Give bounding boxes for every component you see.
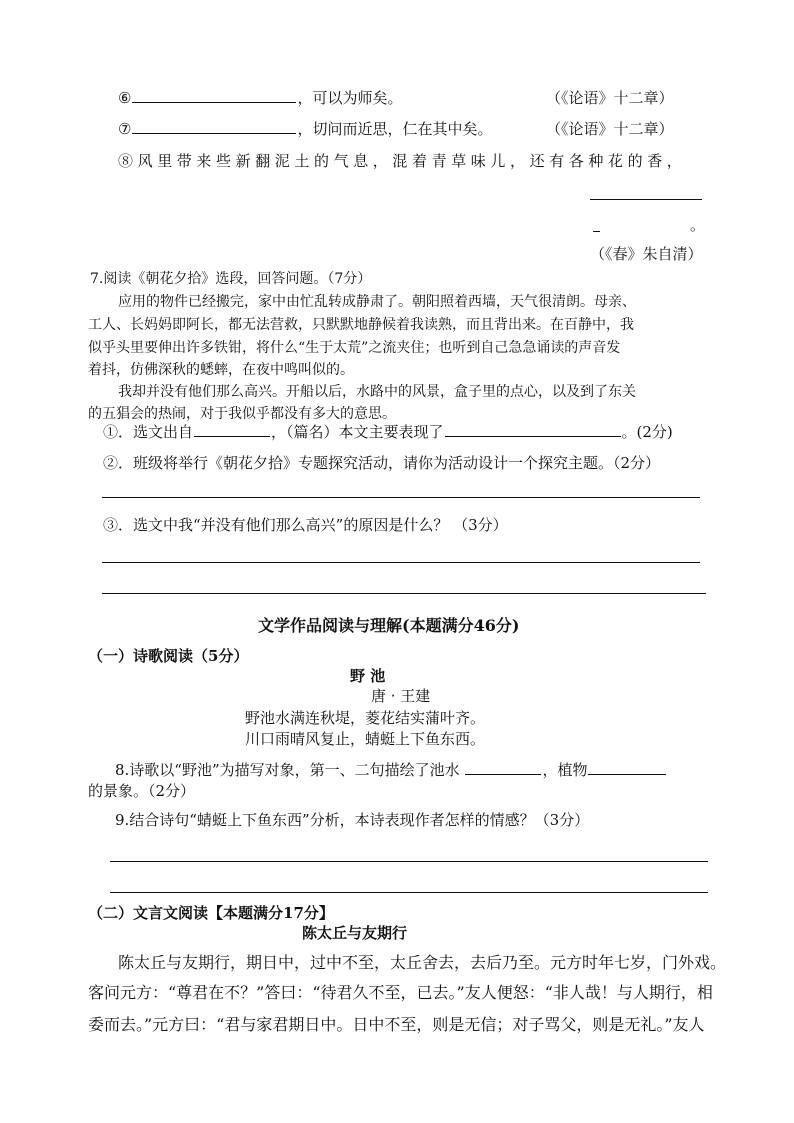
passage-line: 似乎头里要伸出许多铁钳，将什么“生于太荒”之流夹住；也听到自己急急诵读的声音发: [88, 340, 621, 356]
classical-line: 客问元方：“尊君在不？”答曰：“待君久不至，已去。”友人便怒：“非人哉！与人期行，相: [88, 983, 713, 1002]
item-text: 风里带来些新翻泥土的气息，混着青草味儿，还有各种花的香，: [137, 152, 687, 170]
sub-text: 。(2分): [621, 423, 673, 441]
sub-text: ①．选文出自: [103, 423, 194, 441]
poem-author: 唐 · 王建: [371, 687, 431, 705]
classical-subheading: （二）文言文阅读【本题满分17分】: [88, 904, 334, 922]
answer-blank[interactable]: [194, 435, 270, 437]
poem-line: 野池水满连秋堤，菱花结实蒲叶齐。: [245, 709, 486, 727]
item-text: ，切问而近思，仁在其中矣。: [297, 120, 493, 138]
answer-line[interactable]: [110, 892, 708, 893]
q7-title: 7.阅读《朝花夕拾》选段，回答问题。（7分）: [90, 271, 372, 287]
q8: [115, 759, 667, 780]
q8-text: ，植物: [542, 761, 588, 779]
source-citation: （《论语》十二章）: [546, 89, 674, 107]
answer-blank[interactable]: [588, 773, 666, 775]
answer-blank[interactable]: [132, 132, 296, 134]
item-text: ，可以为师矣。: [297, 89, 403, 107]
q7-sub3: ③．选文中我“并没有他们那么高兴”的原因是什么？ （3分）: [103, 516, 508, 534]
source-citation: （《春》朱自清）: [590, 245, 703, 263]
q8-text: 8.诗歌以“野池”为描写对象，第一、二句描绘了池水: [115, 761, 460, 779]
source-citation: （《论语》十二章）: [546, 120, 674, 138]
passage-line: 应用的物件已经搬完，家中由忙乱转成静肃了。朝阳照着西墙，天气很清朗。母亲、: [118, 294, 636, 310]
classical-line: 陈太丘与友期行，期日中，过中不至，太丘舍去，去后乃至。元方时年七岁，门外戏。: [118, 953, 727, 972]
item-number: ⑦: [118, 120, 132, 138]
passage-line: 着抖，仿佛深秋的蟋蟀，在夜中鸣叫似的。: [88, 362, 354, 378]
passage-line: 工人、长妈妈即阿长，都无法营救，只默默地静候着我读熟，而且背出来。在百静中，我: [88, 317, 634, 333]
answer-line[interactable]: [102, 593, 706, 594]
q6-item-7: [118, 118, 492, 139]
q6-item-6: [118, 87, 402, 108]
item-number: ⑧: [118, 152, 138, 170]
classical-title: 陈太丘与友期行: [302, 924, 408, 942]
answer-blank[interactable]: [590, 199, 702, 200]
poem-title: 野 池: [350, 667, 386, 685]
section-heading: 文学作品阅读与理解(本题满分46分): [258, 616, 520, 635]
item-number: ⑥: [118, 89, 132, 107]
answer-blank[interactable]: [465, 773, 541, 775]
answer-line[interactable]: [102, 562, 700, 563]
answer-line[interactable]: [110, 861, 708, 862]
sub-text: ，（篇名）本文主要表现了: [271, 423, 444, 441]
q9: 9.结合诗句“蜻蜓上下鱼东西”分析，本诗表现作者怎样的情感？（3分）: [115, 811, 590, 829]
poem-line: 川口雨晴风复止，蜻蜓上下鱼东西。: [245, 730, 486, 748]
classical-line: 委而去。”元方曰：“君与家君期日中。日中不至，则是无信；对子骂父，则是无礼。”友人: [88, 1015, 705, 1034]
q8-tail: 的景象。（2分）: [88, 782, 196, 800]
passage-line: 的五猖会的热闹，对于我似乎都没有多大的意思。: [88, 406, 396, 422]
q7-sub1: [103, 421, 673, 442]
passage-line: 我却并没有他们那么高兴。开船以后，水路中的风景，盒子里的点心，以及到了东关: [118, 384, 636, 400]
q6-item-8: [118, 150, 686, 171]
answer-line[interactable]: [102, 497, 700, 498]
answer-blank[interactable]: [132, 101, 296, 103]
q7-sub2: ②．班级将举行《朝花夕拾》专题探究活动，请你为活动设计一个探究主题。（2分）: [103, 454, 661, 472]
answer-blank[interactable]: [445, 435, 621, 437]
answer-blank-short[interactable]: [593, 231, 600, 232]
poetry-subheading: （一）诗歌阅读（5分）: [88, 647, 249, 665]
end-mark: 。: [690, 216, 706, 234]
